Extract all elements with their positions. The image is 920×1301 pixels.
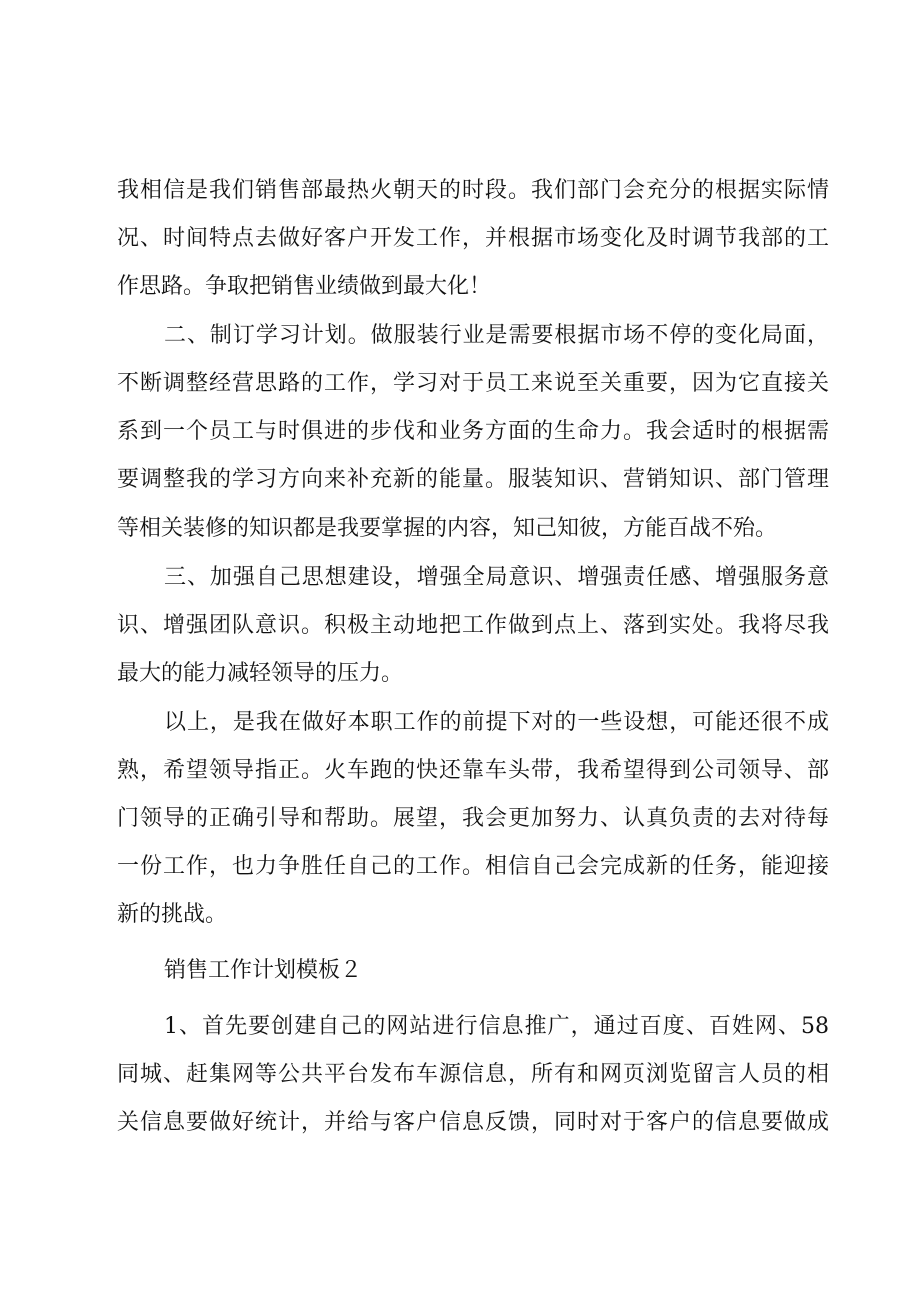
text-line: 等相关装修的知识都是我要掌握的内容，知己知彼，方能百战不殆。: [117, 516, 778, 541]
text-line: 同城、赶集网等公共平台发布车源信息，所有和网页浏览留言人员的相: [117, 1062, 829, 1087]
text-line: 识、增强团队意识。积极主动地把工作做到点上、落到实处。我将尽我: [117, 613, 829, 638]
text-line: 二、制订学习计划。做服装行业是需要根据市场不停的变化局面，: [164, 323, 829, 348]
text-line: 一份工作，也力争胜任自己的工作。相信自己会完成新的任务，能迎接: [117, 854, 829, 879]
text-line: 我相信是我们销售部最热火朝天的时段。我们部门会充分的根据实际情: [117, 178, 829, 203]
section-heading: 销售工作计划模板２: [164, 958, 363, 983]
text-line: 作思路。争取把销售业绩做到最大化！: [117, 274, 492, 299]
text-line: 况、时间特点去做好客户开发工作，并根据市场变化及时调节我部的工: [117, 226, 829, 251]
text-line: 1、首先要创建自己的网站进行信息推广，通过百度、百姓网、58: [164, 1014, 829, 1039]
text-line: 新的挑战。: [117, 902, 228, 927]
text-line: 熟，希望领导指正。火车跑的快还靠车头带，我希望得到公司领导、部: [117, 758, 829, 783]
text-line: 系到一个员工与时俱进的步伐和业务方面的生命力。我会适时的根据需: [117, 419, 829, 444]
text-line: 门领导的正确引导和帮助。展望，我会更加努力、认真负责的去对待每: [117, 806, 829, 831]
text-line: 不断调整经营思路的工作，学习对于员工来说至关重要，因为它直接关: [117, 371, 829, 396]
text-line: 以上，是我在做好本职工作的前提下对的一些设想，可能还很不成: [164, 710, 829, 735]
text-line: 最大的能力减轻领导的压力。: [117, 661, 404, 686]
text-line: 关信息要做好统计，并给与客户信息反馈，同时对于客户的信息要做成: [117, 1110, 829, 1135]
text-line: 要调整我的学习方向来补充新的能量。服装知识、营销知识、部门管理: [117, 467, 829, 492]
text-line: 三、加强自己思想建设，增强全局意识、增强责任感、增强服务意: [164, 565, 829, 590]
